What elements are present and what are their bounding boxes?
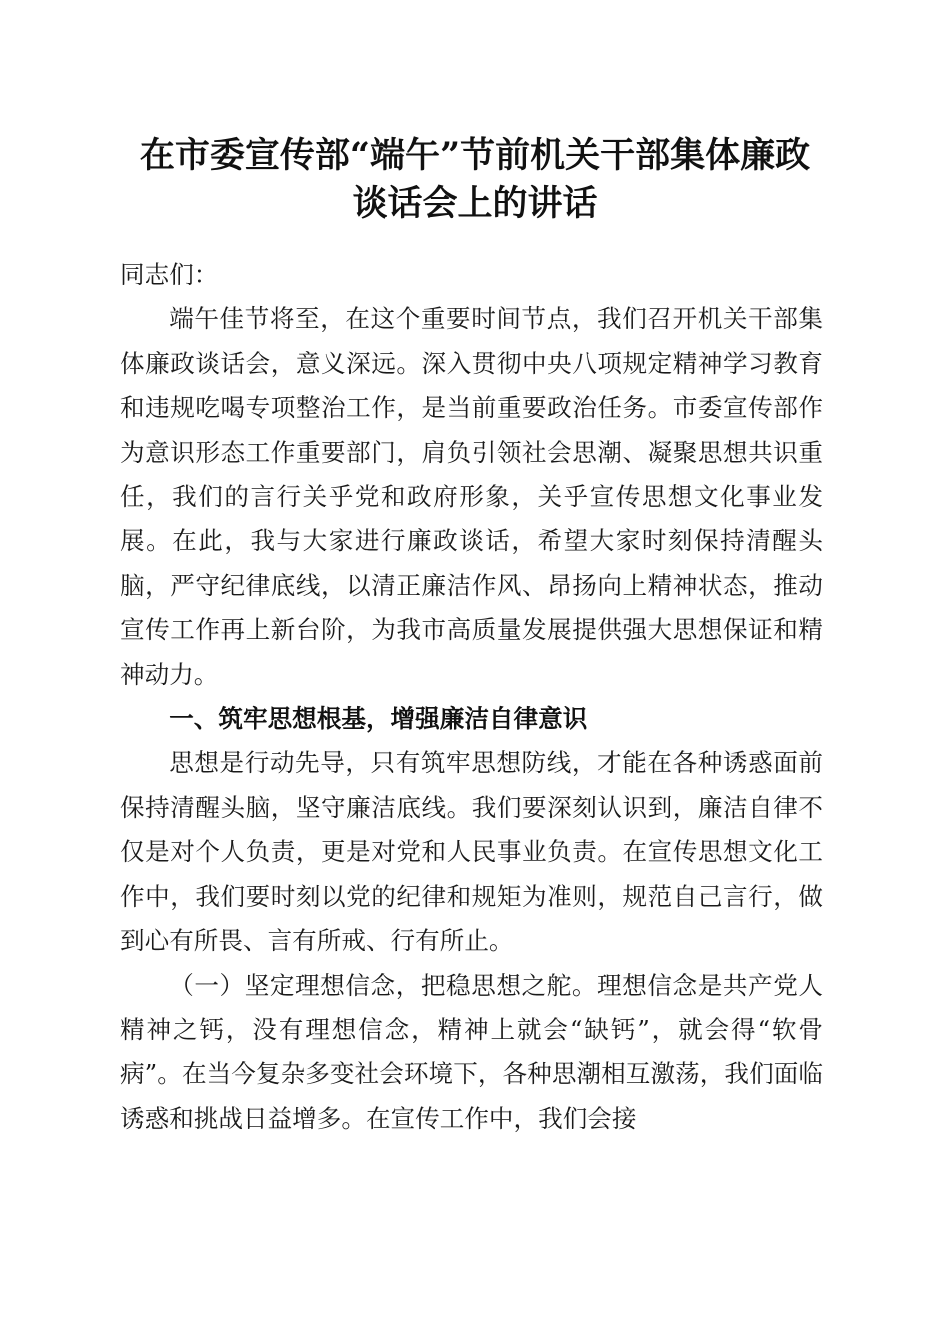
intro-paragraph: 端午佳节将至，在这个重要时间节点，我们召开机关干部集体廉政谈话会，意义深远。深入贯彻中央八项规定精神学习教育和违规吃喝专项整治工作，是当前重要政治任务。市委宣传部作为意识形态工作重要部门，肩负引领社会思潮、凝聚思想共识重任，我们的言行关乎党和政府形象，关乎宣传思想文化事业发展。在此，我与大家进行廉政谈话，希望大家时刻保持清醒头脑，严守纪律底线，以清正廉洁作风、昂扬向上精神状态，推动宣传工作再上新台阶，为我市高质量发展提供强大思想保证和精神动力。 bbox=[120, 304, 823, 689]
subsection-1-paragraph bbox=[120, 964, 823, 1142]
section-1-paragraph: 思想是行动先导，只有筑牢思想防线，才能在各种诱惑面前保持清醒头脑，坚守廉洁底线。我们要深刻认识到，廉洁自律不仅是对个人负责，更是对党和人民事业负责。在宣传思想文化工作中，我们要时刻以党的纪律和规矩为准则，规范自己言行，做到心有所畏、言有所戒、行有所止。 bbox=[120, 748, 823, 956]
title-line-1: 在市委宣传部“端午”节前机关干部集体廉政 bbox=[139, 135, 811, 176]
subsection-1-heading: （一）坚定理想信念，把稳思想之舵。 bbox=[169, 970, 598, 1000]
section-1-heading: 一、筑牢思想根基，增强廉洁自律意识 bbox=[169, 704, 588, 734]
title-line-2: 谈话会上的讲话 bbox=[352, 183, 598, 224]
document-title bbox=[100, 132, 850, 228]
greeting: 同志们： bbox=[120, 260, 219, 289]
document-body bbox=[120, 253, 823, 1141]
subsection-1-text: 理想信念是共产党人精神之钙，没有理想信念，精神上就会“缺钙”，就会得“软骨病”。在当今复杂多变社会环境下，各种思潮相互激荡，我们面临诱惑和挑战日益增多。在宣传工作中，我们会接 bbox=[120, 970, 823, 1133]
